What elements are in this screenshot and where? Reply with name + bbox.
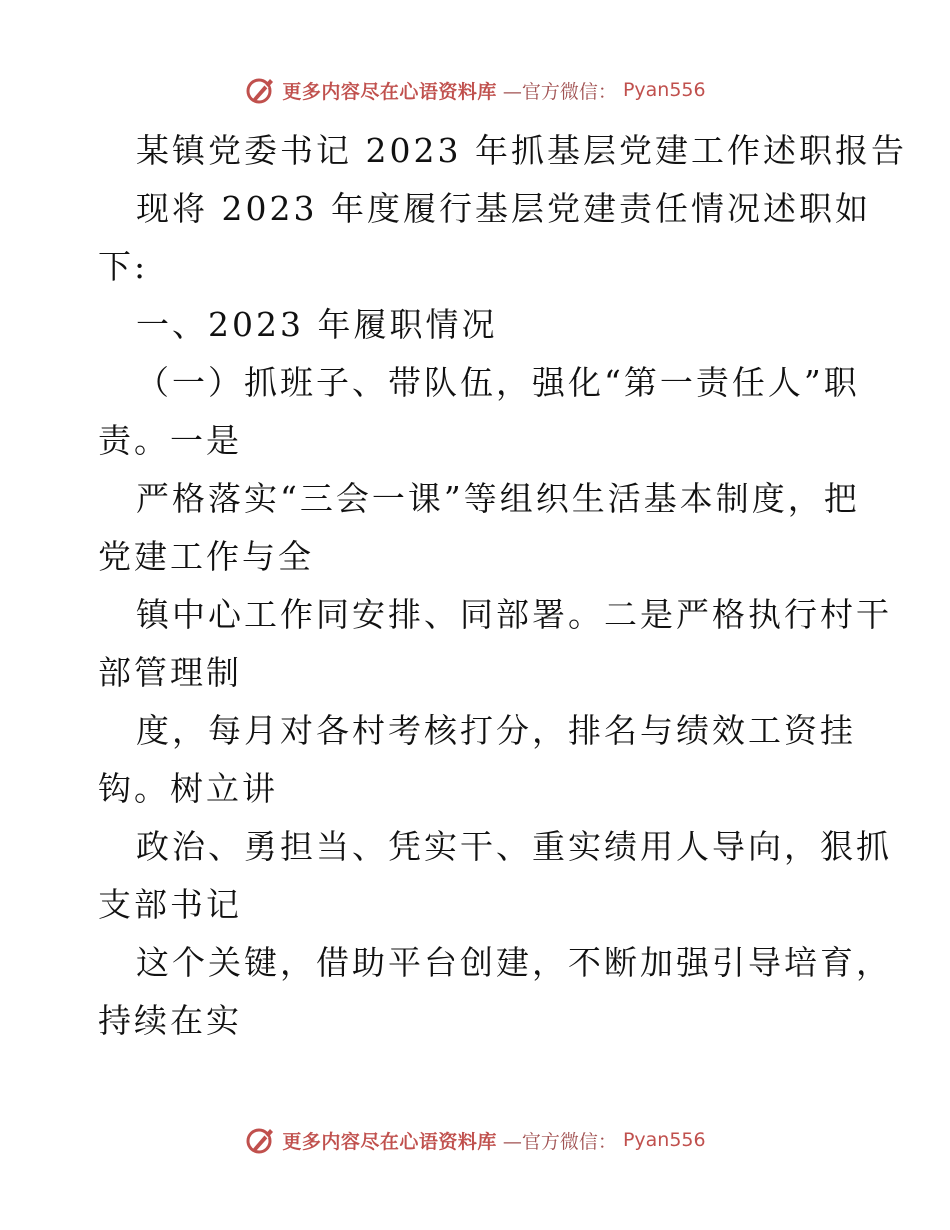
banner-wechat-id: Pyan556 bbox=[622, 79, 706, 101]
banner-slogan: 更多内容尽在心语资料库 bbox=[282, 80, 497, 103]
banner-wechat-id: Pyan556 bbox=[622, 1129, 706, 1151]
quill-pen-logo-icon bbox=[244, 74, 276, 106]
subsection-heading: （一）抓班子、带队伍，强化“第一责任人”职 bbox=[136, 363, 860, 402]
text-line: 度，每月对各村考核打分，排名与绩效工资挂 bbox=[136, 711, 856, 750]
text-line: 责。一是 bbox=[98, 421, 242, 460]
text-line: 镇中心工作同安排、同部署。二是严格执行村干 bbox=[136, 595, 892, 634]
document-body bbox=[98, 122, 907, 1050]
document-title: 某镇党委书记 2023 年抓基层党建工作述职报告 bbox=[136, 131, 907, 170]
section-heading: 一、2023 年履职情况 bbox=[136, 305, 498, 344]
text-line: 持续在实 bbox=[98, 1001, 242, 1040]
text-line: 现将 2023 年度履行基层党建责任情况述职如 bbox=[136, 189, 871, 228]
text-line: 支部书记 bbox=[98, 885, 242, 924]
text-line: 政治、勇担当、凭实干、重实绩用人导向，狠抓 bbox=[136, 827, 892, 866]
text-line: 这个关键，借助平台创建，不断加强引导培育， bbox=[136, 943, 892, 982]
text-line: 严格落实“三会一课”等组织生活基本制度，把 bbox=[136, 479, 860, 518]
banner-separator: —官方微信： bbox=[502, 1130, 617, 1153]
banner-slogan: 更多内容尽在心语资料库 bbox=[282, 1130, 497, 1153]
text-line: 党建工作与全 bbox=[98, 537, 314, 576]
header-banner bbox=[0, 68, 950, 112]
text-line: 下: bbox=[98, 247, 149, 286]
quill-pen-logo-icon bbox=[244, 1124, 276, 1156]
text-line: 钩。树立讲 bbox=[98, 769, 278, 808]
footer-banner bbox=[0, 1118, 950, 1162]
banner-separator: —官方微信： bbox=[502, 80, 617, 103]
text-line: 部管理制 bbox=[98, 653, 242, 692]
